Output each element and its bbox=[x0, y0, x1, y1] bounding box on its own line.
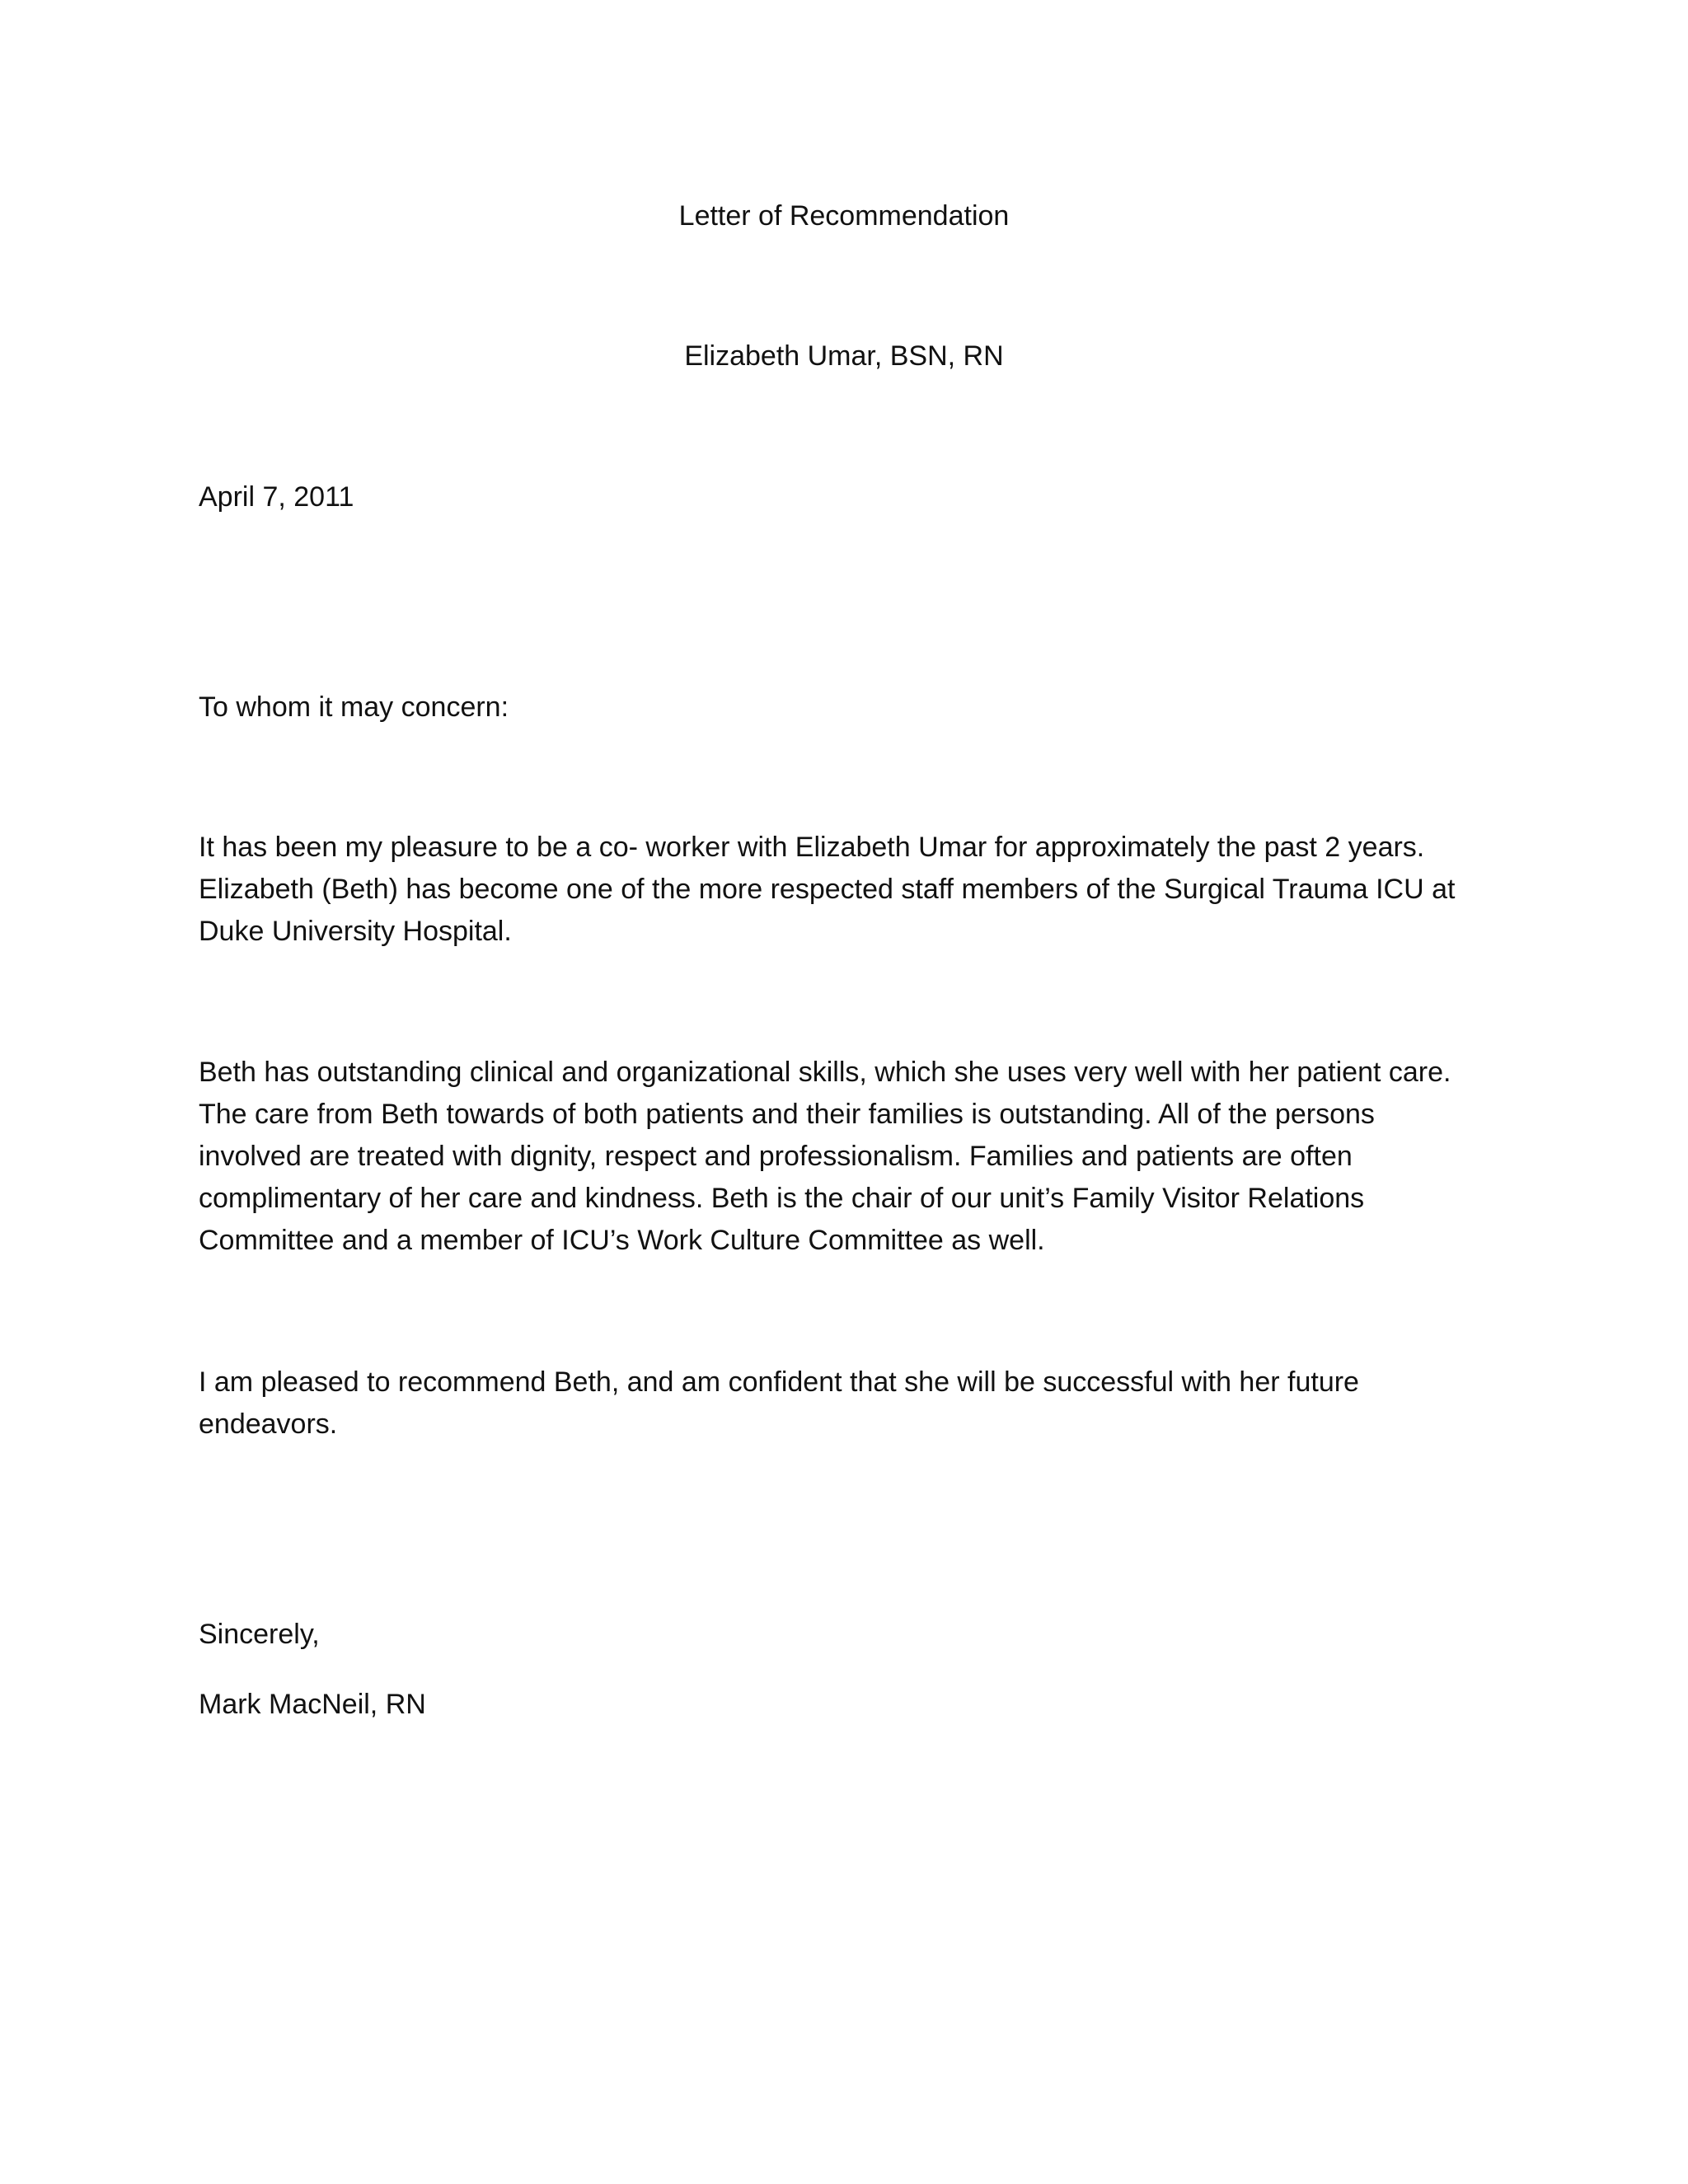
paragraph-line: endeavors. bbox=[199, 1408, 338, 1440]
paragraph-line: Duke University Hospital. bbox=[199, 916, 512, 947]
letter-signature: Mark MacNeil, RN bbox=[199, 1689, 426, 1720]
paragraph-coworker bbox=[199, 827, 1468, 953]
letter-closing: Sincerely, bbox=[199, 1619, 320, 1650]
letter-title: Letter of Recommendation bbox=[678, 200, 1010, 232]
paragraph-line: involved are treated with dignity, respect and professionalism. Families and patients are often bbox=[199, 1141, 1353, 1172]
paragraph-skills bbox=[199, 1052, 1468, 1262]
letter-date: April 7, 2011 bbox=[199, 481, 354, 513]
paragraph-line: It has been my pleasure to be a co- worker with Elizabeth Umar for approximately the past 2 years. bbox=[199, 832, 1425, 863]
paragraph-line: I am pleased to recommend Beth, and am confident that she will be successful with her future bbox=[199, 1366, 1359, 1398]
letter-salutation: To whom it may concern: bbox=[199, 691, 509, 723]
paragraph-line: Elizabeth (Beth) has become one of the more respected staff members of the Surgical Trauma ICU at bbox=[199, 874, 1456, 905]
paragraph-recommendation bbox=[199, 1361, 1468, 1446]
paragraph-line: Committee and a member of ICU’s Work Culture Committee as well. bbox=[199, 1225, 1045, 1256]
paragraph-line: Beth has outstanding clinical and organizational skills, which she uses very well with her patient care. bbox=[199, 1057, 1451, 1088]
letter-subject: Elizabeth Umar, BSN, RN bbox=[684, 340, 1004, 372]
paragraph-line: complimentary of her care and kindness. Beth is the chair of our unit’s Family Visitor Relations bbox=[199, 1183, 1365, 1214]
paragraph-line: The care from Beth towards of both patients and their families is outstanding. All of the persons bbox=[199, 1099, 1375, 1130]
